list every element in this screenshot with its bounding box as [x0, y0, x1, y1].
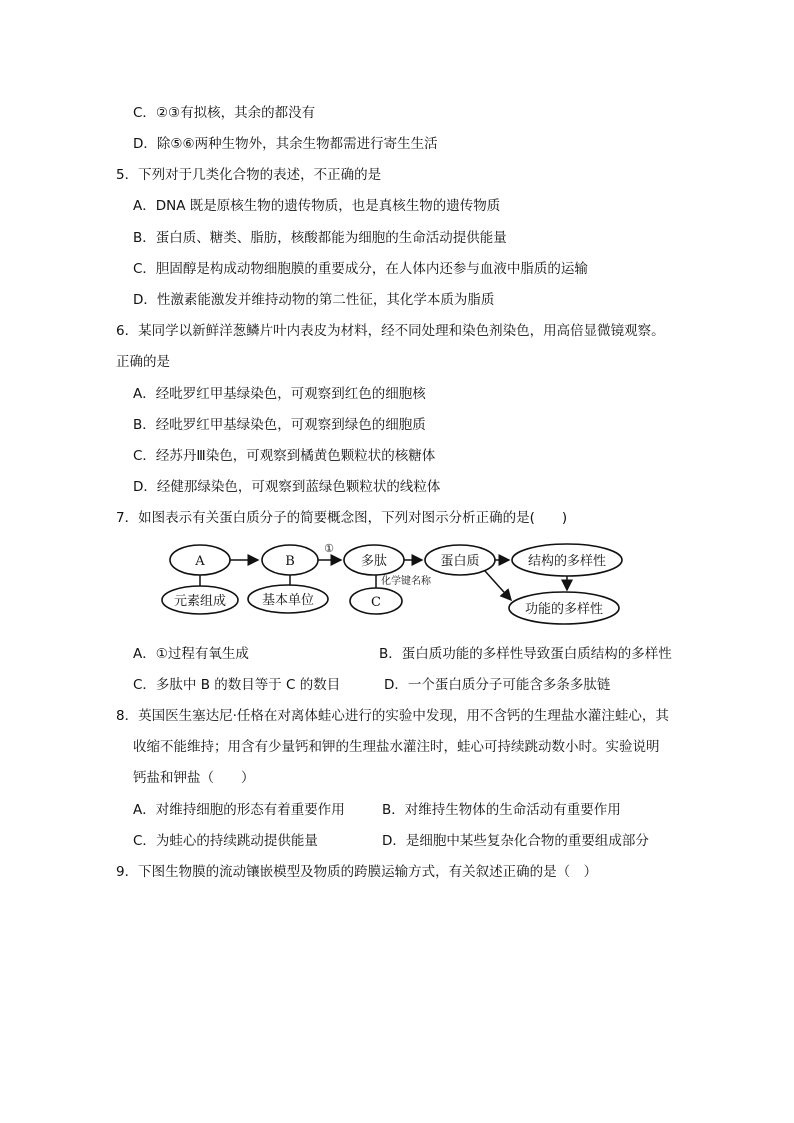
func-diversity-label: 功能的多样性 [524, 602, 604, 617]
q6-option-c: C．经苏丹Ⅲ染色，可观察到橘黄色颗粒状的核糖体 [133, 448, 436, 464]
arrow-protein-function [485, 571, 511, 600]
q8-option-c: C．为蛙心的持续跳动提供能量 [133, 833, 318, 849]
q8-option-d: D．是细胞中某些复杂化合物的重要组成部分 [382, 833, 649, 849]
node-c-label: C [371, 595, 381, 610]
polypeptide-label: 多肽 [360, 554, 388, 569]
elements-label: 元素组成 [173, 594, 227, 609]
q6-stem: 6．某同学以新鲜洋葱鳞片叶内表皮为材料，经不同处理和染色剂染色，用高倍显微镜观察。 [116, 323, 665, 339]
q6-option-b: B．经吡罗红甲基绿染色，可观察到绿色的细胞质 [133, 417, 426, 433]
protein-label: 蛋白质 [440, 554, 480, 569]
q5-option-c: C．胆固醇是构成动物细胞膜的重要成分，在人体内还参与血液中脂质的运输 [133, 261, 588, 277]
node-a-label: A [195, 554, 205, 569]
q7-option-c: C．多肽中 B 的数目等于 C 的数目 [133, 677, 341, 693]
protein-concept-diagram [155, 538, 685, 626]
q6-option-a: A．经吡罗红甲基绿染色，可观察到红色的细胞核 [133, 386, 426, 402]
basic-unit-label: 基本单位 [261, 593, 315, 608]
q7-option-b: B．蛋白质功能的多样性导致蛋白质结构的多样性 [379, 646, 672, 662]
q8-option-a: A．对维持细胞的形态有着重要作用 [133, 802, 345, 818]
q8-stem: 8．英国医生塞达尼·任格在对离体蛙心进行的实验中发现，用不含钙的生理盐水灌注蛙心，其 [116, 708, 669, 724]
q7-option-d: D．一个蛋白质分子可能含多条多肽链 [384, 677, 611, 693]
bond-name-label: 化学键名称 [381, 576, 431, 587]
step1-label: ① [324, 542, 334, 555]
q6-stem-cont: 正确的是 [116, 354, 170, 370]
q9-stem: 9．下图生物膜的流动镶嵌模型及物质的跨膜运输方式，有关叙述正确的是（ ） [116, 864, 598, 880]
q7-stem: 7．如图表示有关蛋白质分子的简要概念图，下列对图示分析正确的是( ) [116, 510, 568, 526]
q5-option-b: B．蛋白质、糖类、脂肪，核酸都能为细胞的生命活动提供能量 [133, 230, 507, 246]
q7-option-a: A．①过程有氧生成 [133, 646, 249, 662]
q4-option-c: C．②③有拟核，其余的都没有 [133, 105, 316, 121]
q8-option-b: B．对维持生物体的生命活动有重要作用 [382, 802, 621, 818]
q8-stem-cont: 收缩不能维持；用含有少量钙和钾的生理盐水灌注时，蛙心可持续跳动数小时。实验说明 [133, 739, 660, 755]
node-b-label: B [285, 554, 295, 569]
q4-option-d: D．除⑤⑥两种生物外，其余生物都需进行寄生生活 [133, 136, 438, 152]
q5-option-a: A．DNA 既是原核生物的遗传物质，也是真核生物的遗传物质 [133, 198, 501, 214]
q5-option-d: D．性激素能激发并维持动物的第二性征，其化学本质为脂质 [133, 292, 495, 308]
struct-diversity-label: 结构的多样性 [527, 554, 607, 569]
q5-stem: 5．下列对于几类化合物的表述，不正确的是 [116, 167, 382, 183]
q6-option-d: D．经健那绿染色，可观察到蓝绿色颗粒状的线粒体 [133, 479, 441, 495]
q8-stem-cont-2: 钙盐和钾盐（ ） [133, 770, 255, 786]
